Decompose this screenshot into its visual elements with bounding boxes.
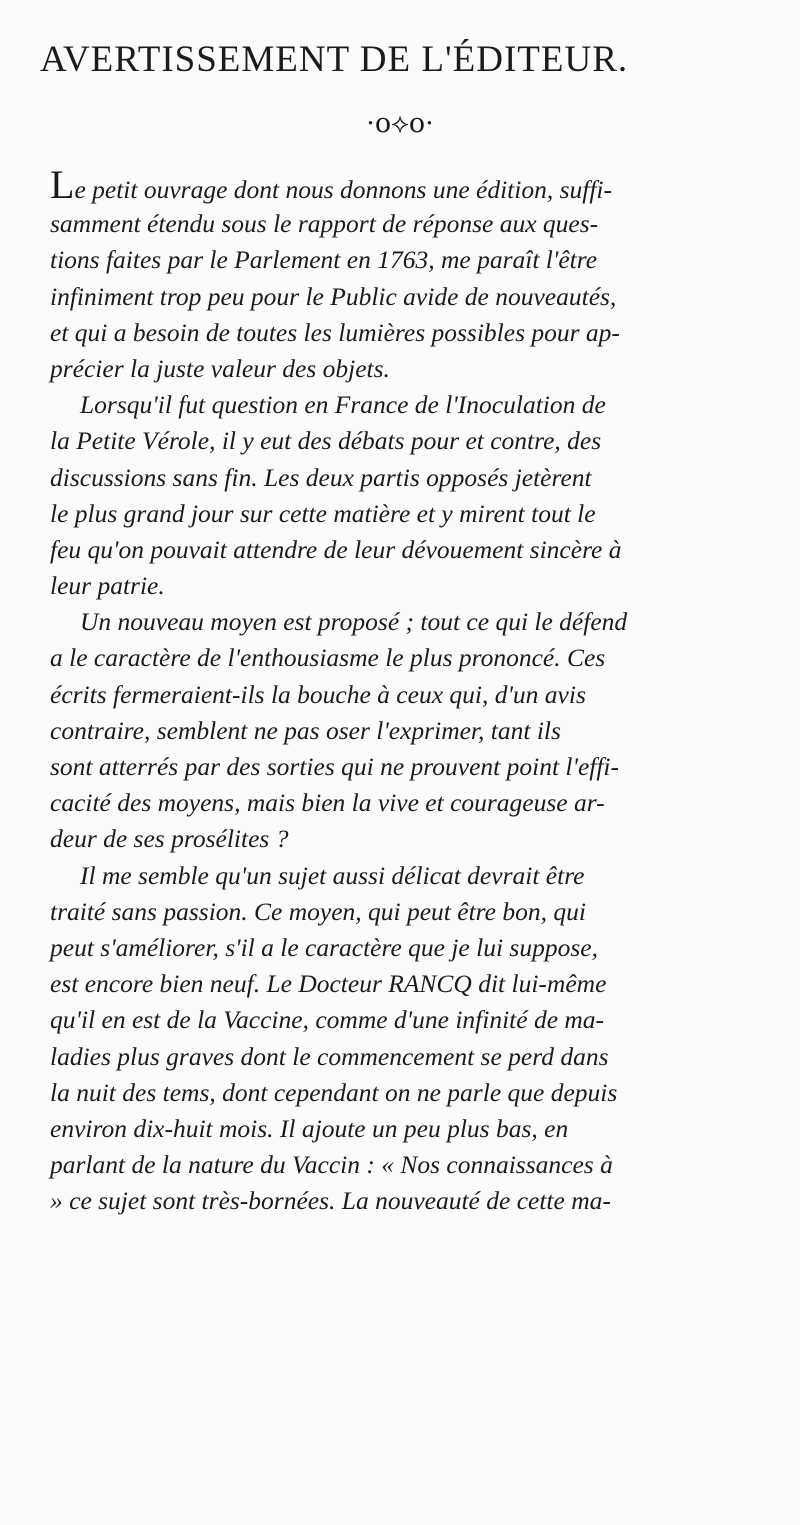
text-line: contraire, semblent ne pas oser l'exprimer, tant ils: [50, 715, 561, 745]
text-line: samment étendu sous le rapport de réponse aux ques-: [50, 209, 599, 239]
text-line: Le petit ouvrage dont nous donnons une édition, suffi-: [50, 162, 613, 207]
text-line: parlant de la nature du Vaccin : « Nos connaissances à: [50, 1150, 613, 1180]
text-line: la nuit des tems, dont cependant on ne parle que depuis: [50, 1077, 618, 1107]
text-line: » ce sujet sont très-bornées. La nouveauté de cette ma-: [50, 1186, 611, 1216]
text-line: le plus grand jour sur cette matière et y mirent tout le: [50, 498, 596, 528]
text-line: discussions sans fin. Les deux partis opposés jetèrent: [50, 462, 592, 492]
text-line: deur de ses prosélites ?: [50, 824, 289, 854]
text-line: infiniment trop peu pour le Public avide de nouveautés,: [50, 281, 617, 311]
page-heading: AVERTISSEMENT DE L'ÉDITEUR.: [40, 39, 629, 80]
text-line: leur patrie.: [50, 571, 165, 601]
text-line: sont atterrés par des sorties qui ne prouvent point l'effi-: [50, 752, 620, 781]
text-line: cacité des moyens, mais bien la vive et courageuse ar-: [50, 788, 605, 818]
text-line: précier la juste valeur des objets.: [50, 353, 390, 383]
text-line: la Petite Vérole, il y eut des débats pour et contre, des: [50, 426, 602, 456]
text-line: traité sans passion. Ce moyen, qui peut être bon, qui: [50, 896, 586, 926]
text-line: environ dix-huit mois. Il ajoute un peu plus bas, en: [50, 1113, 569, 1143]
text-line: a le caractère de l'enthousiasme le plus prononcé. Ces: [50, 643, 606, 673]
text-line: est encore bien neuf. Le Docteur RANCQ dit lui-même: [50, 969, 607, 999]
text-line: peut s'améliorer, s'il a le caractère que je lui suppose,: [50, 932, 598, 962]
body-text: [50, 162, 795, 1219]
text-line: qu'il en est de la Vaccine, comme d'une infinité de ma-: [50, 1005, 605, 1035]
ornament-divider: ·o⟡o·: [366, 108, 434, 139]
text-line: tions faites par le Parlement en 1763, me paraît l'être: [50, 245, 598, 275]
text-line: et qui a besoin de toutes les lumières possibles pour ap-: [50, 317, 620, 347]
text-line: Il me semble qu'un sujet aussi délicat devrait être: [80, 860, 585, 890]
text-line: ladies plus graves dont le commencement se perd dans: [50, 1041, 609, 1071]
text-line: écrits fermeraient-ils la bouche à ceux qui, d'un avis: [50, 679, 586, 709]
text-line: Lorsqu'il fut question en France de l'Inoculation de: [80, 390, 606, 420]
text-line: Un nouveau moyen est proposé ; tout ce qui le défend: [80, 607, 628, 637]
text-line: feu qu'on pouvait attendre de leur dévouement sincère à: [50, 534, 622, 564]
drop-cap: L: [50, 162, 75, 207]
